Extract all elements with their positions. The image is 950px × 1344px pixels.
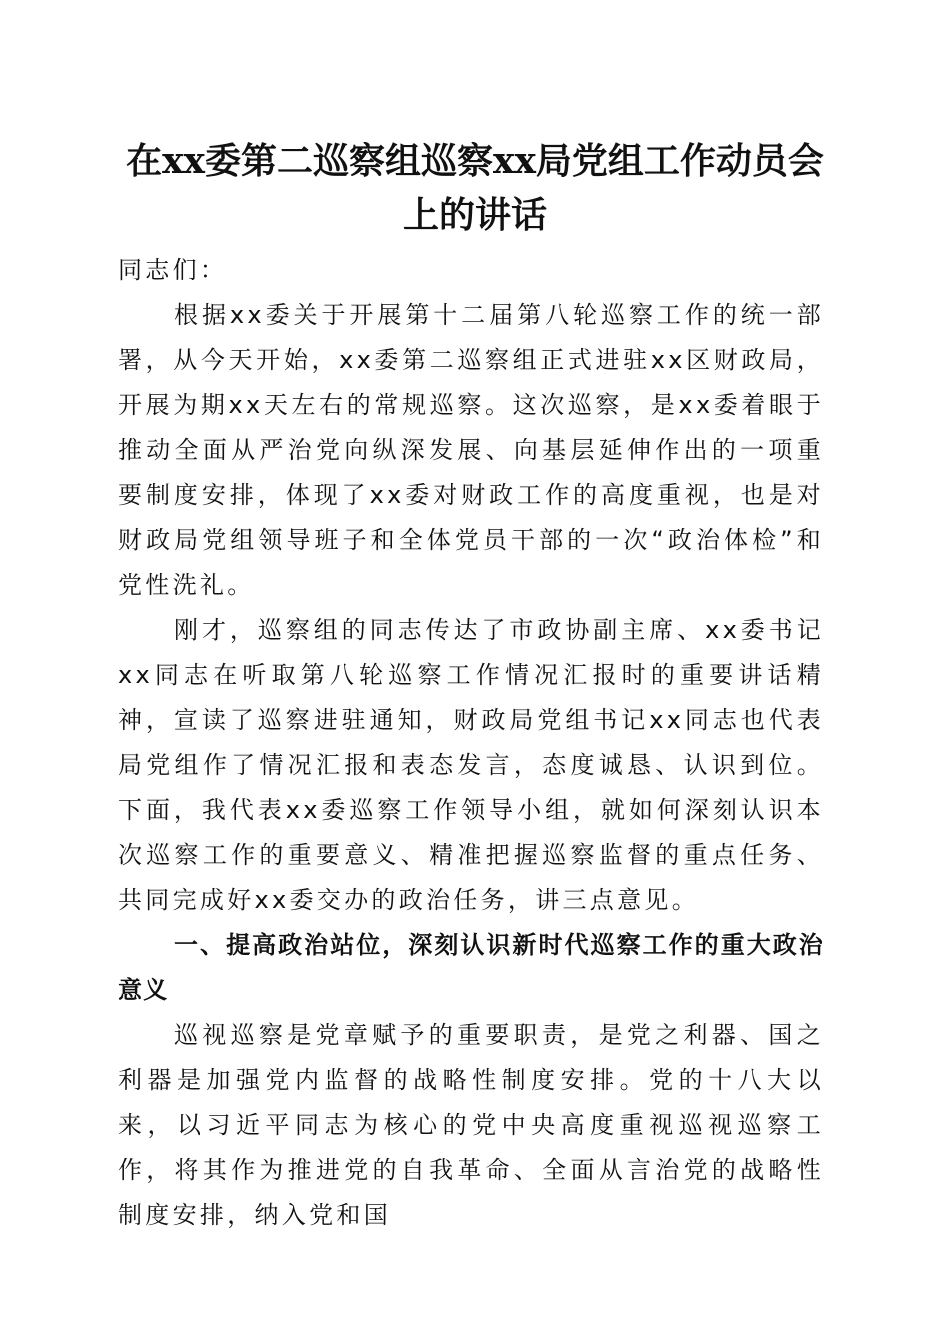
document-title [110,134,840,242]
paragraph-2: 刚才，巡察组的同志传达了市政协副主席、xx委书记xx同志在听取第八轮巡察工作情况汇报时的重要讲话精神，宣读了巡察进驻通知，财政局党组书记xx同志也代表局党组作了情况汇报和表态发言，态度诚恳、认识到位。下面，我代表xx委巡察工作领导小组，就如何深刻认识本次巡察工作的重要意义、精准把握巡察监督的重点任务、共同完成好xx委交办的政治任务，讲三点意见。 [118,616,824,914]
title-line-1: 在xx委第二巡察组巡察xx局党组工作动员会 [126,140,824,182]
section-1-paragraph: 巡视巡察是党章赋予的重要职责，是党之利器、国之利器是加强党内监督的战略性制度安排。党的十八大以来，以习近平同志为核心的党中央高度重视巡视巡察工作，将其作为推进党的自我革命、全面从言治党的战略性制度安排，纳入党和国 [118,1021,824,1229]
document-body [118,248,824,1238]
section-heading-1: 一、提高政治站位，深刻认识新时代巡察工作的重大政治意义 [118,931,824,1004]
paragraph-1: 根据xx委关于开展第十二届第八轮巡察工作的统一部署，从今天开始，xx委第二巡察组正式进驻xx区财政局，开展为期xx天左右的常规巡察。这次巡察，是xx委着眼于推动全面从严治党向纵深发展、向基层延伸作出的一项重要制度安排，体现了xx委对财政工作的高度重视，也是对财政局党组领导班子和全体党员干部的一次“政治体检”和党性洗礼。 [118,301,824,599]
salutation: 同志们： [118,256,228,284]
title-line-2: 上的讲话 [402,194,547,236]
